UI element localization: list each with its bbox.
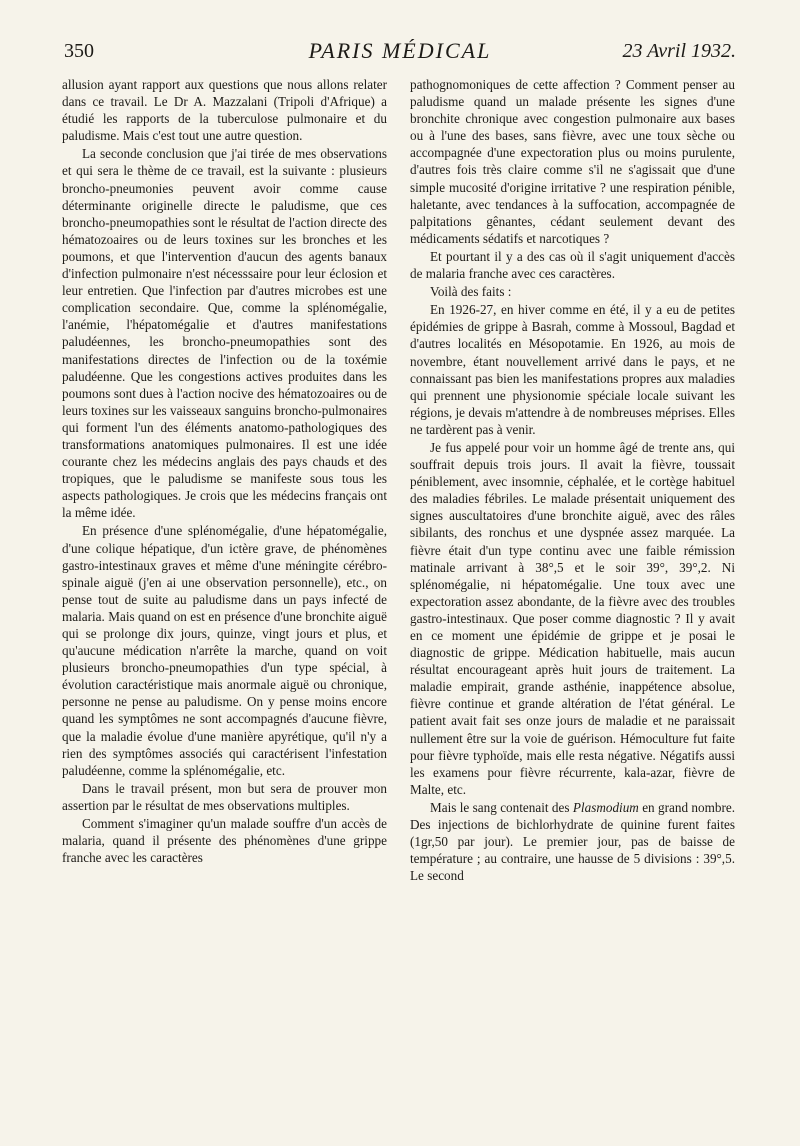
paragraph: En présence d'une splénomégalie, d'une hépatomégalie, d'une colique hépatique, d'un ictère grave, de phénomènes gastro-intestinaux graves et même d'une méningite cérébro-spinale aiguë (j'en ai une observation personnelle), etc., on pense tout de suite au paludisme dans un pays infecté de malaria. Mais quand on est en présence d'une bronchite aiguë qui se prolonge dix jours, quinze, vingt jours et plus, et qu'aucune médication n'arrête la marche, quand on voit plusieurs broncho-pneumopathies d'un type spécial, à évolution caractéristique mais anormale aiguë ou chronique, personne ne pense au paludisme. On y pense moins encore quand les symptômes ne sont accompagnés d'aucune fièvre, que la maladie évolue d'une manière apyrétique, qu'il n'y a rien des symptômes associés qui caractérisent l'infestation paludéenne, comme la splénomégalie, etc.: [62, 523, 387, 778]
page-number: 350: [64, 40, 94, 62]
paragraph: Voilà des faits :: [430, 284, 512, 300]
paragraph: Dans le travail présent, mon but sera de prouver mon assertion par le résultat de mes observations multiples.: [62, 780, 387, 813]
text-run: Mais le sang contenait des: [430, 799, 573, 815]
italic-term: Plasmodium: [572, 799, 639, 815]
paragraph: Je fus appelé pour voir un homme âgé de trente ans, qui souffrait depuis trois jours. Il avait la fièvre, toussait péniblement, avec insomnie, céphalée, et le cortège habituel des maladies fébriles. Le malade présentait uniquement des signes auscultatoires d'une bronchite aiguë, avec des râles sibilants, des ronchus et une dyspnée assez marquée. La fièvre était d'un type continu avec une faible rémission matinale arrivant à 38°,5 et le soir 39°, 39°,2. Ni splénomégalie, ni hépatomégalie. Une toux avec une expectoration assez abondante, de la fièvre avec des troubles gastro-intestinaux. Que poser comme diagnostic ? Il y avait en ce moment une épidémie de grippe et je posai le diagnostic de grippe. Médication habituelle, mais aucun résultat encourageant après huit jours de traitement. La maladie empirait, grande asthénie, inappétence absolue, fièvre continue et grande altération de l'état général. Le patient avait fait ses onze jours de maladie et ne paraissait nullement être sur la voie de guérison. Hémoculture fut faite pour fièvre typhoïde, mais elle resta négative. Négatifs aussi les examens pour fièvre récurrente, kala-azar, fièvre de Malte, etc.: [410, 439, 735, 797]
right-column: [410, 76, 735, 884]
issue-date: 23 Avril 1932.: [622, 40, 736, 62]
page-header: [64, 38, 736, 70]
paragraph: Comment s'imaginer qu'un malade souffre d'un accès de malaria, quand il présente des phénomènes d'une grippe franche avec les caractères: [62, 816, 387, 866]
paragraph: pathognomoniques de cette affection ? Comment penser au paludisme quand un malade présente les signes d'une bronchite chronique avec congestion pulmonaire aux bases ou à l'une des bases, sans fièvre, avec une toux sèche ou accompagnée d'une expectoration plus ou moins purulente, d'autres fois très claire comme s'il ne s'agissait que d'une simple mucosité d'origine irritative ? une respiration pénible, haletante, avec tendances à la suffocation, accompagnée de palpitations gênantes, cédant seulement devant des médicaments sédatifs et narcotiques ?: [410, 77, 735, 246]
paragraph: [410, 799, 735, 884]
paragraph: allusion ayant rapport aux questions que nous allons relater dans ce travail. Le Dr A. Mazzalani (Tripoli d'Afrique) a étudié les rapports de la tuberculose pulmonaire et du paludisme. Mais c'est tout une autre question.: [62, 77, 387, 144]
paragraph: La seconde conclusion que j'ai tirée de mes observations et qui sera le thème de ce travail, est la suivante : plusieurs broncho-pneumonies peuvent avoir comme cause déterminante originelle directe le paludisme, que ces broncho-pneumopathies sont le résultat de l'action directe des hématozoaires ou de leurs toxines sur les bronches et les poumons, et que l'intervention d'aucun des agents banaux d'infection pulmonaire n'est nécesssaire pour leur éclosion et leur entretien. Que l'infection par d'autres microbes est une complication secondaire. Que, comme la splénomégalie, l'anémie, l'hépatomégalie et d'autres manifestations paludéennes, les broncho-pneumopathies sont des manifestations directes de l'infection ou de la toxémie paludéenne. Que les congestions actives produites dans les poumons sont dues à l'action nocive des hématozoaires ou de leurs toxines sur les vaisseaux sanguins broncho-pulmonaires qui forment l'un des éléments anatomo-pathologiques des transformations anatomiques pulmonaires. Il est une idée courante chez les médecins anglais des pays chauds et des tropiques, que le paludisme se manifeste sous tous les aspects pathologiques. Je crois que les médecins français ont la même idée.: [62, 146, 387, 521]
paragraph: En 1926-27, en hiver comme en été, il y a eu de petites épidémies de grippe à Basrah, comme à Mossoul, Bagdad et d'autres localités en Mésopotamie. En 1926, au mois de novembre, étant nouvellement arrivé dans le pays, et ne connaissant pas bien les manifestations propres aux maladies qui prennent une physionomie spéciale locale suivant les régions, je devais m'attendre à de nombreuses méprises. Elles ne tardèrent pas à venir.: [410, 302, 735, 437]
journal-title: PARIS MÉDICAL: [308, 38, 492, 63]
left-column: [62, 76, 387, 866]
text-run: en grand nombre. Des injections de bichlorhydrate de quinine furent faites (1gr,50 par jour). Le premier jour, pas de baisse de température ; au contraire, une hausse de 5 divisions : 39°,5. Le second: [410, 799, 735, 884]
paragraph: Et pourtant il y a des cas où il s'agit uniquement d'accès de malaria franche avec ces caractères.: [410, 248, 735, 282]
